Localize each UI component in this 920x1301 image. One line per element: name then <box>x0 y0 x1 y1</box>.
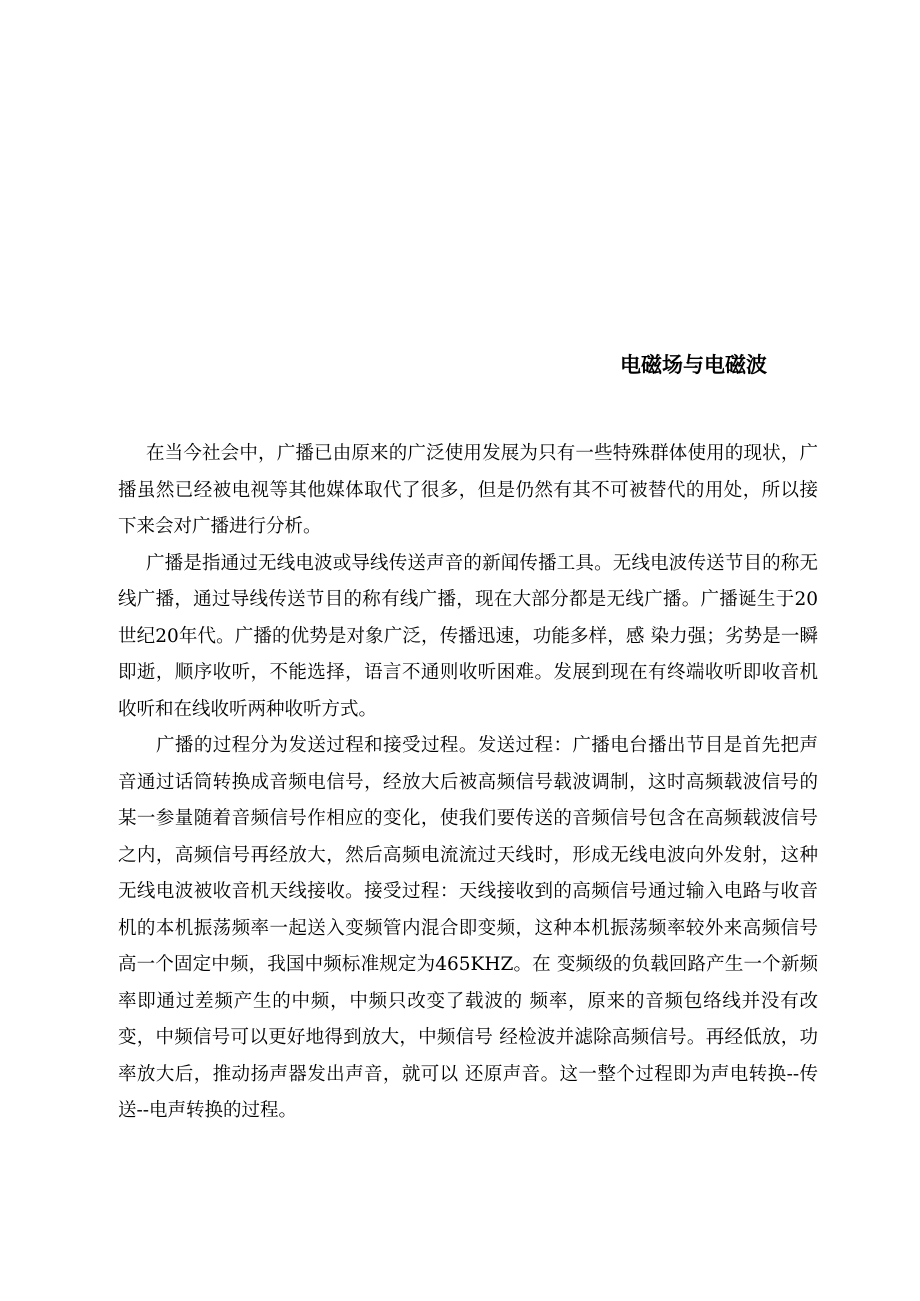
document-title: 电磁场与电磁波 <box>620 353 767 377</box>
paragraph-definition: 广播是指通过无线电波或导线传送声音的新闻传播工具。无线电波传送节目的称无线广播，通过导线传送节目的称有线广播，现在大部分都是无线广播。广播诞生于20世纪20年代。广播的优势是对象广泛，传播迅速，功能多样，感 染力强；劣势是一瞬即逝，顺序收听，不能选择，语言不通则收听困难。发展到现在有终端收听即收音机收听和在线收听两种收听方式。 <box>118 552 818 720</box>
document-body <box>118 436 818 1130</box>
paragraph-process: 广播的过程分为发送过程和接受过程。发送过程：广播电台播出节目是首先把声音通过话筒转换成音频电信号，经放大后被高频信号载波调制，这时高频载波信号的某一参量随着音频信号作相应的变化，使我们要传送的音频信号包含在高频载波信号之内，高频信号再经放大，然后高频电流流过天线时，形成无线电波向外发射，这种无线电波被收音机天线接收。接受过程：天线接收到的高频信号通过输入电路与收音机的本机振荡频率一起送入变频管内混合即变频，这种本机振荡频率较外来高频信号高一个固定中频，我国中频标准规定为465KHZ。在 变频级的负载回路产生一个新频率即通过差频产生的中频，中频只改变了载波的 频率，原来的音频包络线并没有改变，中频信号可以更好地得到放大，中频信号 经检波并滤除高频信号。再经低放，功率放大后，推动扬声器发出声音，就可以 还原声音。这一整个过程即为声电转换--传送--电声转换的过程。 <box>118 735 818 1121</box>
paragraph-intro: 在当今社会中，广播已由原来的广泛使用发展为只有一些特殊群体使用的现状，广播虽然已经被电视等其他媒体取代了很多，但是仍然有其不可被替代的用处，所以接下来会对广播进行分析。 <box>118 443 818 537</box>
